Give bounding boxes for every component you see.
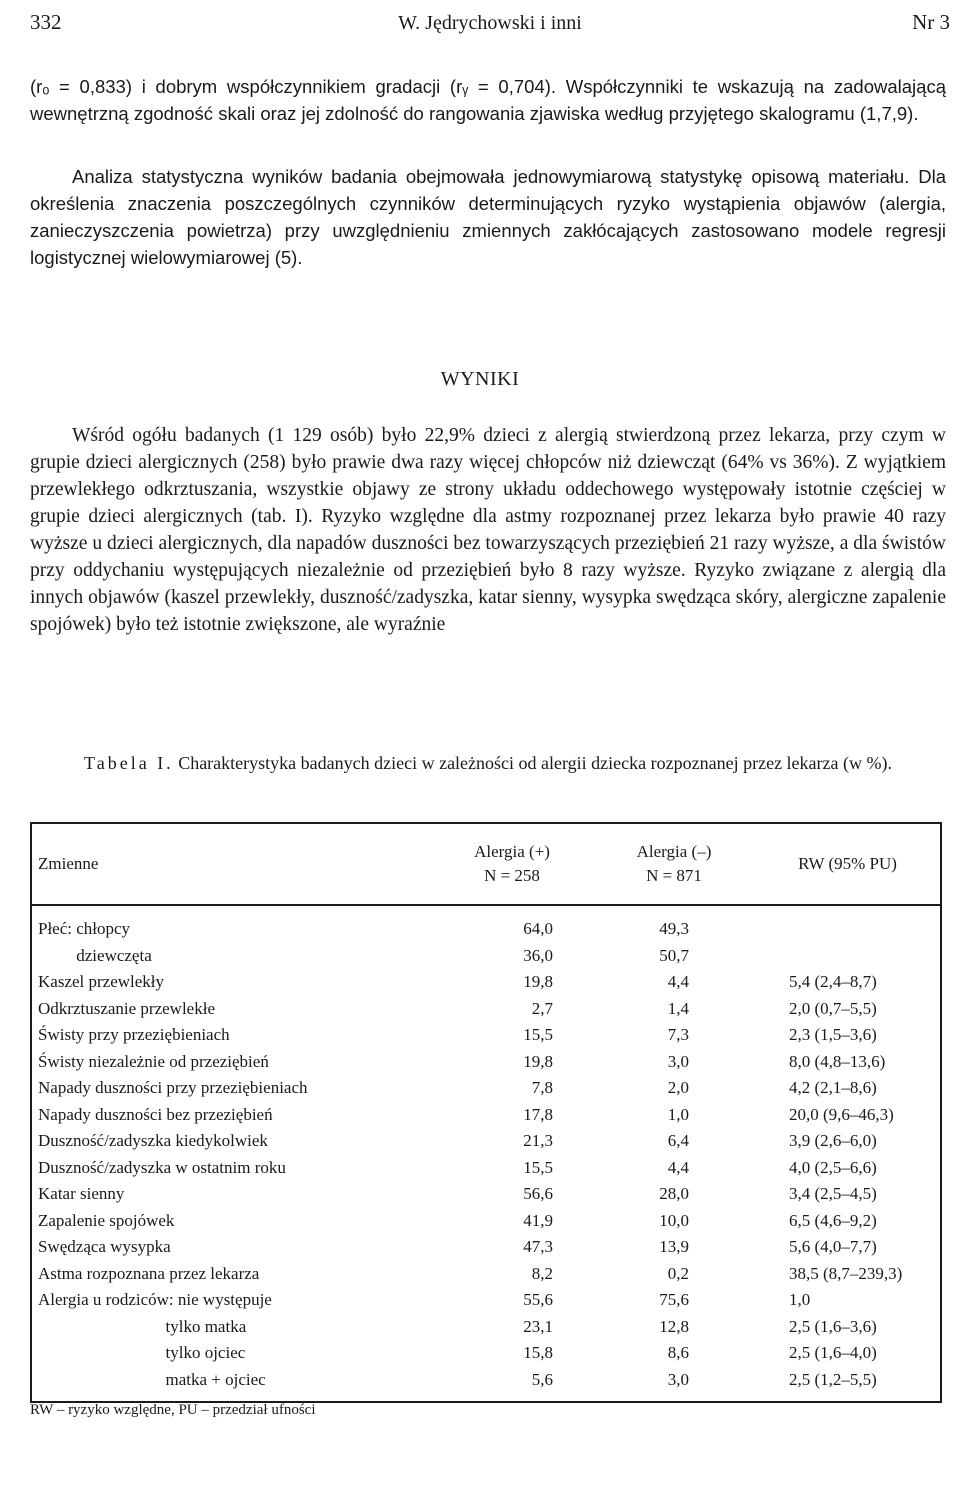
- row-label: Swędząca wysypka: [31, 1234, 431, 1261]
- value-allergy-negative: 3,0: [667, 1051, 689, 1071]
- row-label: matka + ojciec: [31, 1367, 431, 1403]
- value-relative-risk: 20,0 (9,6–46,3): [755, 1102, 941, 1129]
- table-row: [31, 1022, 941, 1049]
- row-label: dziewczęta: [31, 943, 431, 970]
- row-label: Duszność/zadyszka w ostatnim roku: [31, 1155, 431, 1182]
- results-table: [30, 822, 942, 1403]
- value-relative-risk: 4,0 (2,5–6,6): [755, 1155, 941, 1182]
- value-relative-risk: 1,0: [755, 1287, 941, 1314]
- value-allergy-positive: 41,9: [523, 1210, 553, 1230]
- table-row: [31, 1287, 941, 1314]
- value-allergy-negative: 0,2: [667, 1263, 689, 1283]
- row-label: tylko ojciec: [31, 1340, 431, 1367]
- table-row: [31, 1261, 941, 1288]
- table-row: [31, 1075, 941, 1102]
- value-allergy-negative: 50,7: [659, 945, 689, 965]
- issue-number: Nr 3: [912, 10, 950, 34]
- value-allergy-positive: 2,7: [531, 998, 553, 1018]
- table-row: [31, 1208, 941, 1235]
- value-relative-risk: 2,3 (1,5–3,6): [755, 1022, 941, 1049]
- value-allergy-positive: 15,5: [523, 1025, 553, 1045]
- value-relative-risk: 3,9 (2,6–6,0): [755, 1128, 941, 1155]
- running-title: W. Jędrychowski i inni: [398, 12, 582, 34]
- value-allergy-negative: 1,4: [667, 998, 689, 1018]
- table-row: [31, 1340, 941, 1367]
- value-allergy-positive: 21,3: [523, 1131, 553, 1151]
- row-label: Kaszel przewlekły: [31, 969, 431, 996]
- row-label: Alergia u rodziców: nie występuje: [31, 1287, 431, 1314]
- running-header: [30, 10, 950, 46]
- value-relative-risk: 2,5 (1,6–3,6): [755, 1314, 941, 1341]
- header-allergy-negative-n: N = 871: [646, 866, 702, 885]
- table-row: [31, 969, 941, 996]
- value-allergy-negative: 49,3: [659, 919, 689, 939]
- table-row: [31, 1367, 941, 1403]
- value-allergy-positive: 64,0: [523, 919, 553, 939]
- table-row: [31, 1314, 941, 1341]
- value-allergy-negative: 4,4: [667, 1157, 689, 1177]
- row-label: Napady duszności przy przeziębieniach: [31, 1075, 431, 1102]
- value-allergy-positive: 47,3: [523, 1237, 553, 1257]
- value-relative-risk: 2,5 (1,6–4,0): [755, 1340, 941, 1367]
- row-label: Odkrztuszanie przewlekłe: [31, 996, 431, 1023]
- value-relative-risk: 8,0 (4,8–13,6): [755, 1049, 941, 1076]
- value-allergy-negative: 2,0: [667, 1078, 689, 1098]
- value-allergy-negative: 28,0: [659, 1184, 689, 1204]
- value-allergy-negative: 4,4: [667, 972, 689, 992]
- header-allergy-positive-n: N = 258: [484, 866, 540, 885]
- value-allergy-negative: 7,3: [667, 1025, 689, 1045]
- paragraph-statistics: Analiza statystyczna wyników badania obejmowała jednowymiarową statystykę opisową materiału. Dla określenia znaczenia poszczególnych czynników determinujących ryzyko wystąpienia objawów (alergia, zanieczyszczenia powietrza) przy uwzględnieniu zmiennych zakłócających zastosowano modele regresji logistycznej wielowymiarowej (5).: [30, 166, 946, 268]
- header-allergy-negative-label: Alergia (–): [636, 842, 712, 861]
- table-header-row: [31, 823, 941, 905]
- table-row: [31, 1234, 941, 1261]
- header-relative-risk: RW (95% PU): [755, 823, 941, 905]
- value-allergy-positive: 36,0: [523, 945, 553, 965]
- row-label: Świsty niezależnie od przeziębień: [31, 1049, 431, 1076]
- row-label: Katar sienny: [31, 1181, 431, 1208]
- table-row: [31, 1181, 941, 1208]
- row-label: Świsty przy przeziębieniach: [31, 1022, 431, 1049]
- value-allergy-positive: 8,2: [531, 1263, 553, 1283]
- row-label: Duszność/zadyszka kiedykolwiek: [31, 1128, 431, 1155]
- paragraph-method-continuation: (rₒ = 0,833) i dobrym współczynnikiem gradacji (rᵧ = 0,704). Współczynniki te wskazują na zadowalającą wewnętrzną zgodność skali oraz jej zdolność do rangowania zjawiska według przyjętego skalogramu (1,7,9).: [30, 76, 946, 124]
- value-allergy-positive: 7,8: [531, 1078, 553, 1098]
- row-label: Astma rozpoznana przez lekarza: [31, 1261, 431, 1288]
- value-allergy-negative: 8,6: [667, 1343, 689, 1363]
- value-relative-risk: [755, 905, 941, 943]
- value-relative-risk: 5,4 (2,4–8,7): [755, 969, 941, 996]
- row-label: tylko matka: [31, 1314, 431, 1341]
- value-allergy-negative: 75,6: [659, 1290, 689, 1310]
- value-relative-risk: 2,0 (0,7–5,5): [755, 996, 941, 1023]
- value-allergy-positive: 15,5: [523, 1157, 553, 1177]
- value-relative-risk: 5,6 (4,0–7,7): [755, 1234, 941, 1261]
- table-row: [31, 943, 941, 970]
- table-caption-text: Charakterystyka badanych dzieci w zależności od alergii dziecka rozpoznanej przez lekarza (w %).: [178, 753, 892, 773]
- header-allergy-positive: [431, 823, 593, 905]
- value-allergy-positive: 55,6: [523, 1290, 553, 1310]
- table-row: [31, 1049, 941, 1076]
- value-allergy-positive: 19,8: [523, 1051, 553, 1071]
- value-relative-risk: 4,2 (2,1–8,6): [755, 1075, 941, 1102]
- value-allergy-positive: 17,8: [523, 1104, 553, 1124]
- value-allergy-positive: 19,8: [523, 972, 553, 992]
- value-allergy-negative: 13,9: [659, 1237, 689, 1257]
- value-relative-risk: 38,5 (8,7–239,3): [755, 1261, 941, 1288]
- row-label: Płeć: chłopcy: [31, 905, 431, 943]
- table-row: [31, 1155, 941, 1182]
- table-row: [31, 1102, 941, 1129]
- page-number: 332: [30, 10, 62, 34]
- value-relative-risk: 6,5 (4,6–9,2): [755, 1208, 941, 1235]
- value-allergy-positive: 23,1: [523, 1316, 553, 1336]
- paragraph-results: Wśród ogółu badanych (1 129 osób) było 22,9% dzieci z alergią stwierdzoną przez lekarza, przy czym w grupie dzieci alergicznych (258) było prawie dwa razy więcej chłopców niż dziewcząt (64% vs 36%). Z wyjątkiem przewlekłego odkrztuszania, wszystkie objawy ze strony układu oddechowego występowały istotnie częściej w grupie dzieci alergicznych (tab. I). Ryzyko względne dla astmy rozpoznanej przez lekarza było prawie 40 razy wyższe u dzieci alergicznych, dla napadów duszności bez towarzyszących przeziębień 21 razy wyższe, a dla świstów przy oddychaniu występujących niezależnie od przeziębień było 8 razy wyższe. Ryzyko związane z alergią dla innych objawów (kaszel przewlekły, duszność/zadyszka, katar sienny, wysypka swędząca skóry, alergiczne zapalenie spojówek) było też istotnie zwiększone, ale wyraźnie: [30, 425, 946, 635]
- header-allergy-negative: [593, 823, 755, 905]
- value-allergy-negative: 1,0: [667, 1104, 689, 1124]
- value-allergy-negative: 3,0: [593, 1367, 755, 1403]
- table-row: [31, 905, 941, 943]
- value-allergy-negative: 10,0: [659, 1210, 689, 1230]
- value-relative-risk: 3,4 (2,5–4,5): [755, 1181, 941, 1208]
- value-allergy-negative: 12,8: [659, 1316, 689, 1336]
- value-allergy-positive: 15,8: [523, 1343, 553, 1363]
- table-footnote: RW – ryzyko względne, PU – przedział ufności: [30, 1402, 316, 1418]
- value-allergy-positive: 5,6: [431, 1367, 593, 1403]
- value-allergy-positive: 56,6: [523, 1184, 553, 1204]
- table-row: [31, 996, 941, 1023]
- table-row: [31, 1128, 941, 1155]
- table-body: [31, 905, 941, 1402]
- row-label: Zapalenie spojówek: [31, 1208, 431, 1235]
- table-caption-label: Tabela I.: [83, 753, 174, 773]
- table-caption: [30, 750, 946, 776]
- section-heading: WYNIKI: [440, 368, 520, 390]
- header-variables: Zmienne: [31, 823, 431, 905]
- value-relative-risk: 2,5 (1,2–5,5): [755, 1367, 941, 1403]
- row-label: Napady duszności bez przeziębień: [31, 1102, 431, 1129]
- header-allergy-positive-label: Alergia (+): [474, 842, 550, 861]
- value-allergy-negative: 6,4: [667, 1131, 689, 1151]
- value-relative-risk: [755, 943, 941, 970]
